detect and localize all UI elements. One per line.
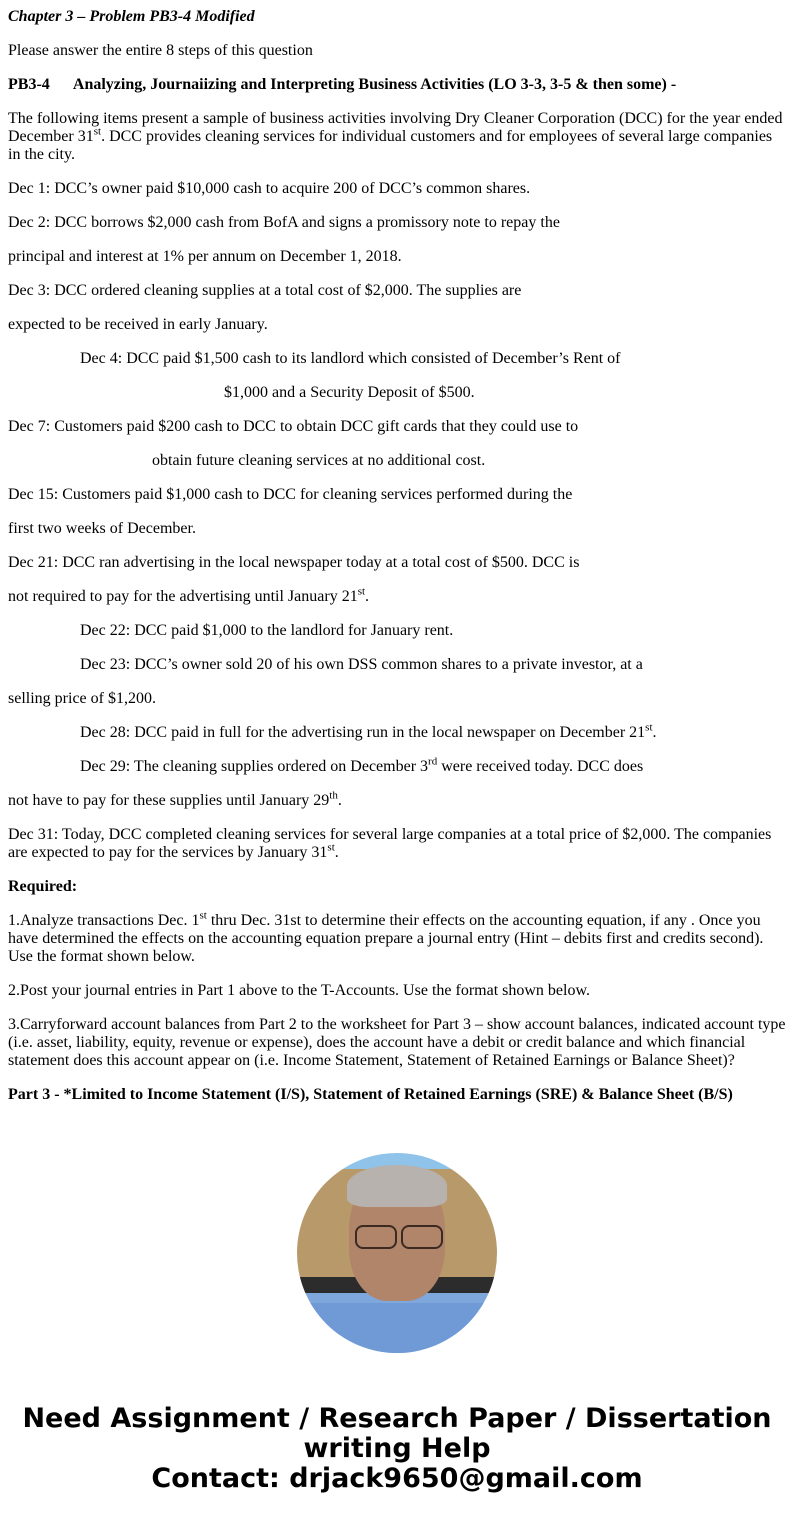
dec28: Dec 28: DCC paid in full for the advertising run in the local newspaper on December 21st.	[80, 721, 657, 741]
dec31: Dec 31: Today, DCC completed cleaning services for several large companies at a total price of $2,000. The companies are expected to pay for the services by January 31st.	[8, 826, 772, 861]
document	[8, 0, 788, 1122]
dec3b: expected to be received in early January.	[8, 316, 268, 333]
dec4a: Dec 4: DCC paid $1,500 cash to its landlord which consisted of December’s Rent of	[80, 350, 621, 367]
footer-email: Contact: drjack9650@gmail.com	[151, 1463, 643, 1494]
doc-title: Chapter 3 – Problem PB3-4 Modified	[8, 8, 255, 25]
dec7a: Dec 7: Customers paid $200 cash to DCC to obtain DCC gift cards that they could use to	[8, 418, 579, 435]
req1: 1.Analyze transactions Dec. 1st thru Dec. 31st to determine their effects on the accounting equation, if any . Once you have determined the effects on the accounting equation prepare a journal entry (Hint – debits first and credits second). Use the format shown below.	[8, 909, 764, 965]
dec7b: obtain future cleaning services at no additional cost.	[152, 452, 486, 469]
req3: 3.Carryforward account balances from Part 2 to the worksheet for Part 3 – show account balances, indicated account type (i.e. asset, liability, equity, revenue or expense), does the account have a debit or credit balance and which financial statement does this account appear on (i.e. Income Statement, Statement of Retained Earnings or Balance Sheet)?	[8, 1016, 786, 1069]
required-heading: Required:	[8, 878, 78, 895]
dec2b: principal and interest at 1% per annum on December 1, 2018.	[8, 248, 402, 265]
dec21b: not required to pay for the advertising until January 21st.	[8, 585, 370, 605]
dec29a: Dec 29: The cleaning supplies ordered on December 3rd were received today. DCC does	[80, 755, 644, 775]
dec3a: Dec 3: DCC ordered cleaning supplies at a total cost of $2,000. The supplies are	[8, 282, 522, 299]
dec29b: not have to pay for these supplies until January 29th.	[8, 789, 342, 809]
dec15b: first two weeks of December.	[8, 520, 196, 537]
instruction: Please answer the entire 8 steps of this question	[8, 42, 313, 59]
dec15a: Dec 15: Customers paid $1,000 cash to DCC for cleaning services performed during the	[8, 486, 573, 503]
intro: The following items present a sample of business activities involving Dry Cleaner Corporation (DCC) for the year ended December 31st. DCC provides cleaning services for individual customers and for employees of several large companies in the city.	[8, 110, 783, 163]
footer-line-1: Need Assignment / Research Paper / Dissertation writing Help	[22, 1403, 772, 1464]
part3-heading: Part 3 - *Limited to Income Statement (I/S), Statement of Retained Earnings (SRE) & Balance Sheet (B/S)	[8, 1086, 733, 1103]
avatar-photo	[297, 1153, 497, 1353]
dec1: Dec 1: DCC’s owner paid $10,000 cash to acquire 200 of DCC’s common shares.	[8, 180, 531, 197]
dec21a: Dec 21: DCC ran advertising in the local newspaper today at a total cost of $500. DCC is	[8, 554, 580, 571]
problem-heading: PB3-4 Analyzing, Journaiizing and Interpreting Business Activities (LO 3-3, 3-5 & then some) -	[8, 76, 677, 93]
dec23b: selling price of $1,200.	[8, 690, 156, 707]
contact-footer	[0, 1404, 794, 1494]
dec23a: Dec 23: DCC’s owner sold 20 of his own DSS common shares to a private investor, at a	[80, 656, 643, 673]
dec22: Dec 22: DCC paid $1,000 to the landlord for January rent.	[80, 622, 454, 639]
req2: 2.Post your journal entries in Part 1 above to the T-Accounts. Use the format shown below.	[8, 982, 590, 999]
dec4b: $1,000 and a Security Deposit of $500.	[224, 384, 475, 401]
dec2a: Dec 2: DCC borrows $2,000 cash from BofA and signs a promissory note to repay the	[8, 214, 560, 231]
